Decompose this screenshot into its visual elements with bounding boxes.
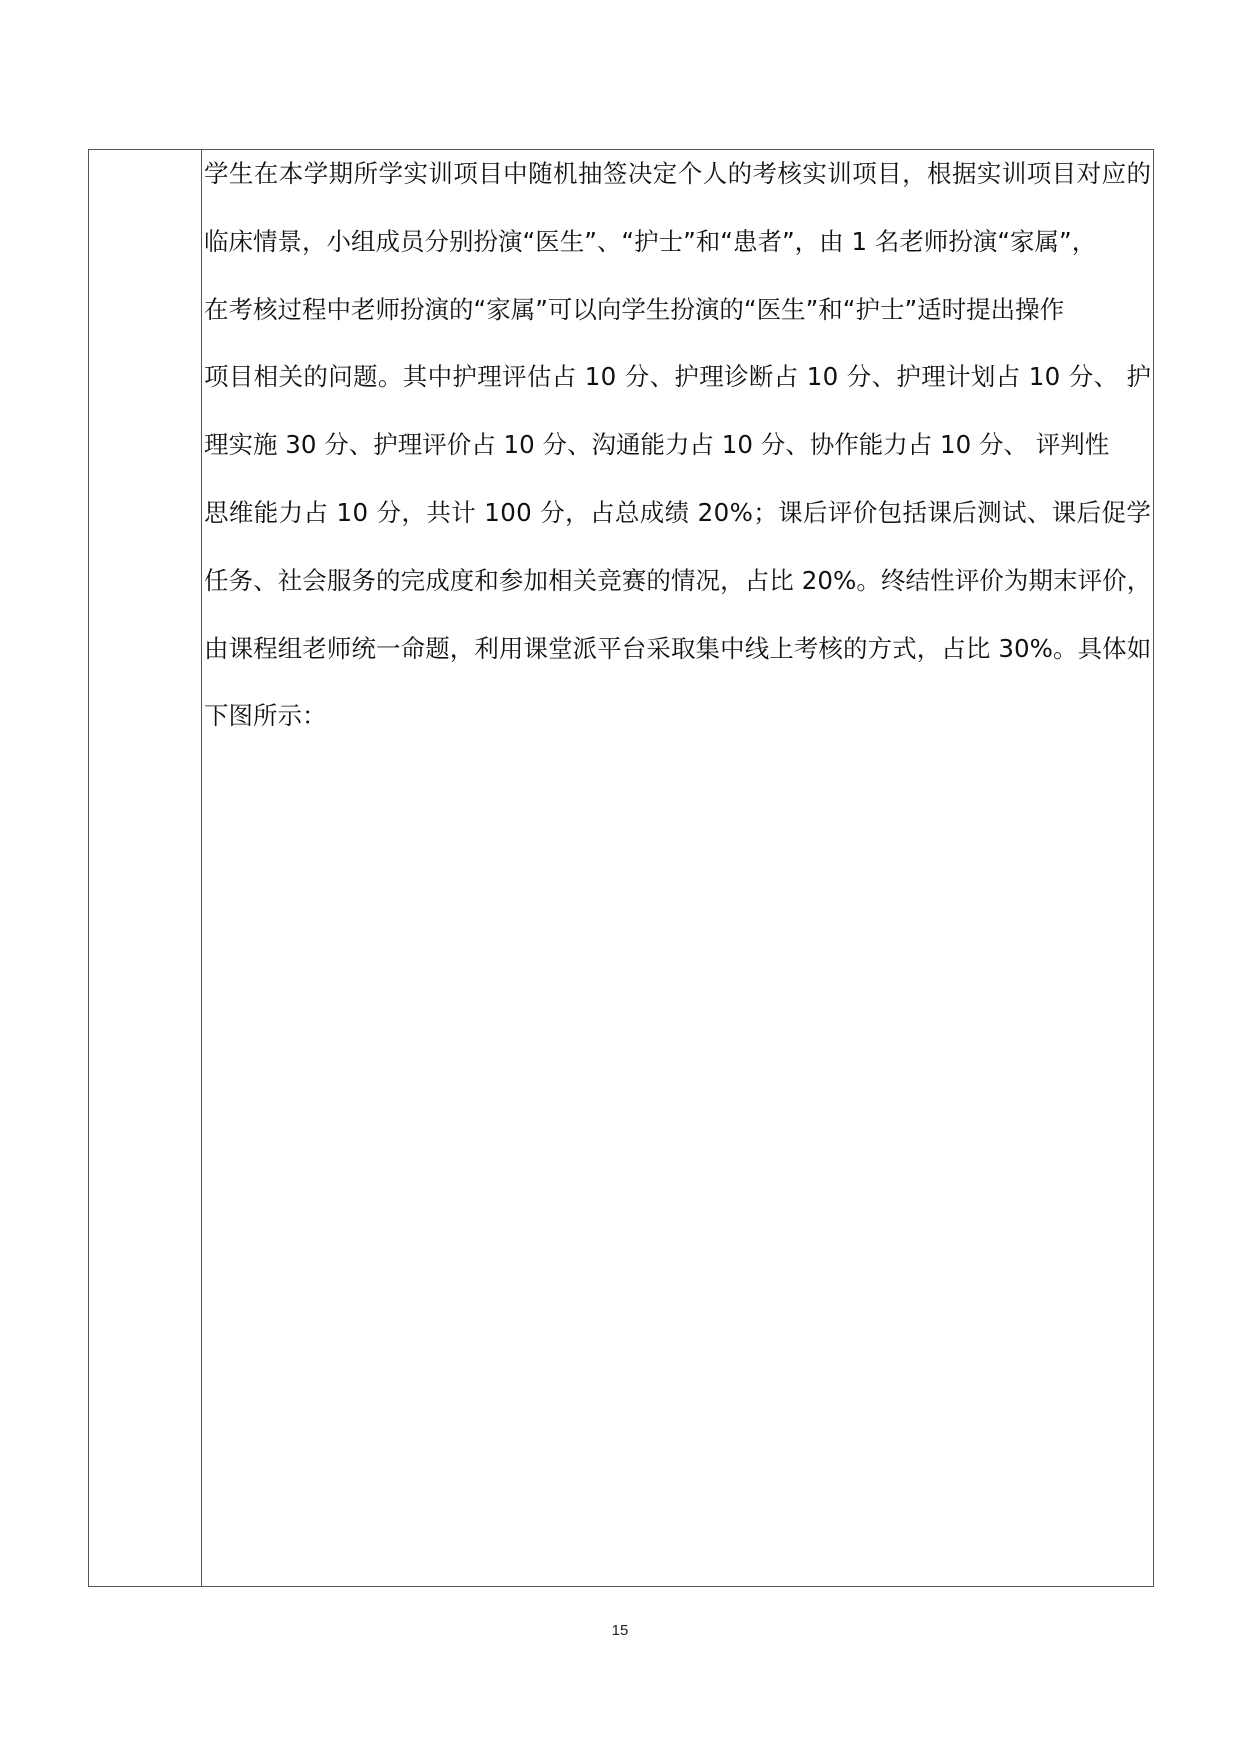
paragraph-line: 下图所示： [204, 701, 327, 731]
paragraph-line: 由课程组老师统一命题，利用课堂派平台采取集中线上考核的方式，占比 30%。具体如 [204, 633, 1152, 663]
content-table [88, 149, 1154, 1587]
paragraph-line: 在考核过程中老师扮演的“家属”可以向学生扮演的“医生”和“护士”适时提出操作 [204, 294, 1065, 324]
paragraph-line: 思维能力占 10 分，共计 100 分，占总成绩 20%；课后评价包括课后测试、课后促学 [204, 497, 1152, 527]
paragraph-line: 任务、社会服务的完成度和参加相关竞赛的情况，占比 20%。终结性评价为期末评价， [204, 565, 1152, 595]
paragraph-line: 项目相关的问题。其中护理评估占 10 分、护理诊断占 10 分、护理计划占 10 分、 护 [204, 362, 1152, 392]
table-left-cell [89, 150, 202, 1586]
page-number: 15 [611, 1622, 629, 1639]
paragraph-line: 学生在本学期所学实训项目中随机抽签决定个人的考核实训项目，根据实训项目对应的 [204, 159, 1152, 188]
paragraph-line: 临床情景，小组成员分别扮演“医生”、“护士”和“患者”，由 1 名老师扮演“家属”， [204, 226, 1097, 256]
paragraph-line: 理实施 30 分、护理评价占 10 分、沟通能力占 10 分、协作能力占 10 分、 评判性 [204, 430, 1110, 460]
body-paragraph [204, 158, 1151, 768]
table-right-cell [202, 150, 1153, 1586]
